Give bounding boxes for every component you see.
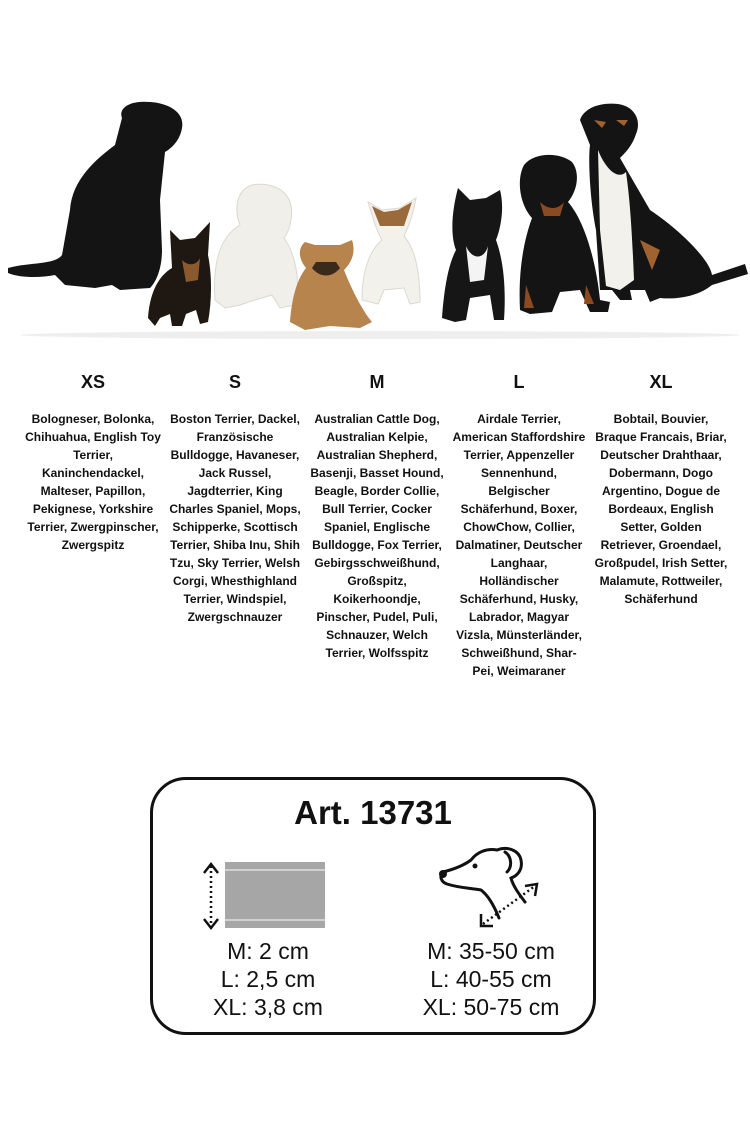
- width-m: M: 2 cm: [227, 938, 309, 964]
- size-label: L: [513, 372, 525, 392]
- size-column-xl: [590, 372, 732, 680]
- size-label: S: [228, 372, 241, 392]
- size-column-l: [448, 372, 590, 680]
- breed-list: Bologneser, Bolonka, Chihuahua, English Toy Terrier, Kaninchendackel, Malteser, Papillon, Pekignese, Yorkshire Terrier, Zwergpinscher, Zwergspitz: [25, 412, 161, 552]
- collar-width-list: [193, 937, 343, 1021]
- collar-width-icon: [199, 860, 329, 932]
- size-label: XL: [649, 372, 673, 392]
- neck-size-list: [401, 937, 581, 1021]
- size-label: M: [369, 372, 385, 392]
- breed-list: Airdale Terrier, American Staffordshire Terrier, Appenzeller Sennenhund, Belgischer Schäferhund, Boxer, ChowChow, Collier, Dalmatiner, Deutscher Langhaar, Holländischer Schäferhund, Husky, Labrador, Magyar Vizsla, Münsterländer, Schweißhund, Shar-Pei, Weimaraner: [452, 412, 586, 678]
- neck-xl: XL: 50-75 cm: [422, 994, 560, 1020]
- article-number: Art. 13731: [294, 794, 452, 831]
- size-columns: [22, 372, 734, 680]
- neck-l: L: 40-55 cm: [430, 966, 552, 992]
- size-column-s: [164, 372, 306, 680]
- puggle-dog: [290, 240, 372, 330]
- width-l: L: 2,5 cm: [220, 966, 316, 992]
- swiss-mountain-dog: [580, 104, 748, 302]
- breed-list: Boston Terrier, Dackel, Französische Bulldogge, Havaneser, Jack Russel, Jagdterrier, King Charles Spaniel, Mops, Schipperke, Scottisch Terrier, Shiba Inu, Shih Tzu, Sky Terrier, Welsh Corgi, Whesthighland Terrier, Windspiel, Zwergschnauzer: [169, 412, 301, 624]
- breed-list: Bobtail, Bouvier, Braque Francais, Briar, Deutscher Drahthaar, Dobermann, Dogo Argentino, Dogue de Bordeaux, English Setter, Golden Retriever, Groendael, Großpudel, Irish Setter, Malamute, Rottweiler, Schäferhund: [594, 412, 728, 606]
- french-bulldog: [442, 188, 505, 322]
- size-column-m: [306, 372, 448, 680]
- labrador-dog: [8, 102, 182, 290]
- dogs-photo: [0, 90, 750, 340]
- size-label: XS: [80, 372, 105, 392]
- size-column-xs: [22, 372, 164, 680]
- jack-russell-dog: [362, 198, 420, 304]
- maltese-dog: [214, 184, 297, 308]
- width-xl: XL: 3,8 cm: [213, 994, 323, 1020]
- product-info-card: [150, 777, 596, 1035]
- dog-neck-measure-icon: [435, 842, 545, 932]
- neck-m: M: 35-50 cm: [427, 938, 555, 964]
- breed-list: Australian Cattle Dog, Australian Kelpie, Australian Shepherd, Basenji, Basset Hound, Beagle, Border Collie, Bull Terrier, Cocker Spaniel, Englische Bulldogge, Fox Terrier, Gebirgsschweißhund, Großspitz, Koikerhoondje, Pinscher, Pudel, Puli, Schnauzer, Welch Terrier, Wolfsspitz: [310, 412, 444, 660]
